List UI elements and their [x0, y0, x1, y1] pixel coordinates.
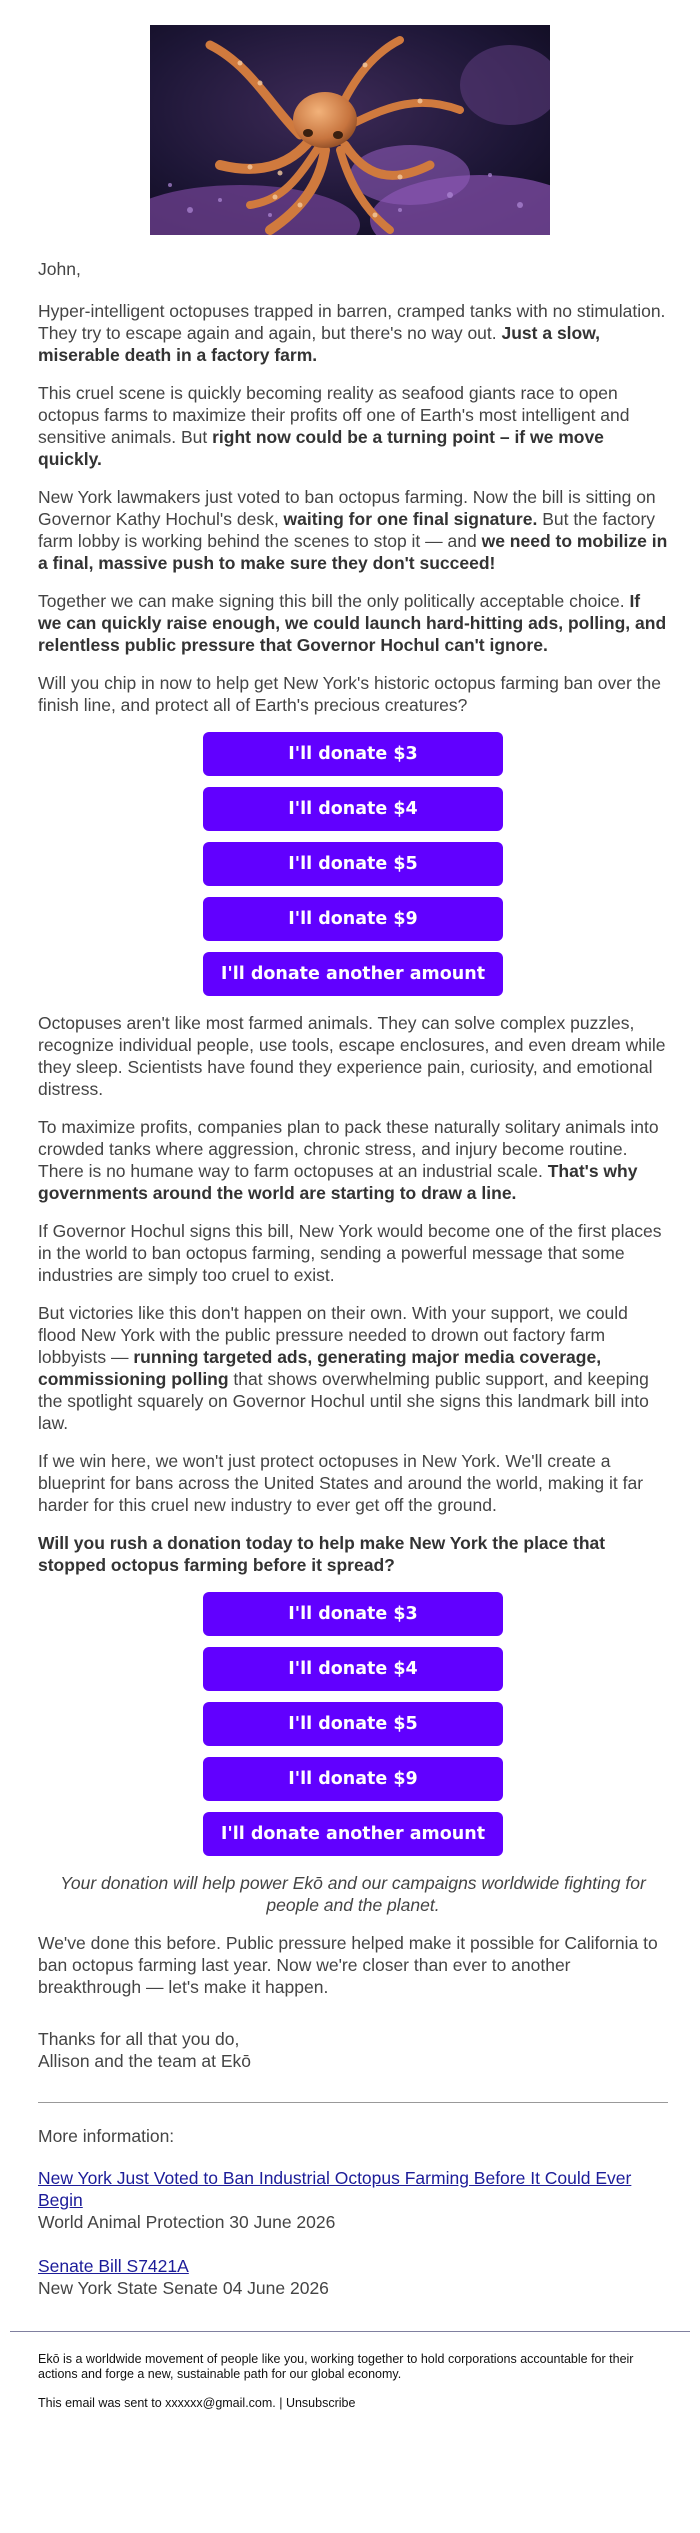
more-info-heading: More information: [38, 2126, 175, 2146]
reference-1 [38, 2167, 668, 2233]
email-body [0, 25, 700, 2411]
donate-3-button[interactable]: I'll donate $3 [203, 732, 503, 776]
octopus-photo-icon [150, 25, 550, 235]
donation-note: Your donation will help power Ekō and our campaigns worldwide fighting for people and the planet. [60, 1873, 646, 1915]
reference-2 [38, 2255, 668, 2299]
hero-image [150, 25, 550, 235]
donate-9-button[interactable]: I'll donate $9 [203, 1757, 503, 1801]
paragraph-7: To maximize profits, companies plan to pack these naturally solitary animals into crowded tanks where aggression, chronic stress, and injury become routine. There is no humane way to farm octopuses at an industrial scale. That's why governments around the world are starting to draw a line. [38, 1117, 659, 1203]
paragraph-11: Will you rush a donation today to help make New York the place that stopped octopus farming before it spread? [38, 1533, 606, 1575]
paragraph-6: Octopuses aren't like most farmed animals. They can solve complex puzzles, recognize individual people, use tools, escape enclosures, and even dream while they sleep. Scientists have found they experience pain, curiosity, and emotional distress. [38, 1013, 666, 1099]
donate-5-button[interactable]: I'll donate $5 [203, 842, 503, 886]
footer-sent-to: This email was sent to xxxxxx@gmail.com. | Unsubscribe [38, 2396, 356, 2410]
salutation: John, [38, 259, 81, 279]
donate-5-button[interactable]: I'll donate $5 [203, 1702, 503, 1746]
paragraph-2: This cruel scene is quickly becoming reality as seafood giants race to open octopus farms to maximize their profits off one of Earth's most intelligent and sensitive animals. But right now could be a turning point – if we move quickly. [38, 383, 630, 469]
footer-about: Ekō is a worldwide movement of people like you, working together to hold corporations accountable for their actions and forge a new, sustainable path for our global economy. [38, 2352, 634, 2381]
paragraph-1: Hyper-intelligent octopuses trapped in barren, cramped tanks with no stimulation. They try to escape again and again, but there's no way out. Just a slow, miserable death in a factory farm. [38, 301, 666, 365]
donate-4-button[interactable]: I'll donate $4 [203, 787, 503, 831]
message-content [0, 258, 700, 2299]
reference-source: World Animal Protection 30 June 2026 [38, 2212, 336, 2232]
sign-off [38, 2028, 668, 2072]
divider [38, 2102, 668, 2103]
paragraph-12: We've done this before. Public pressure helped make it possible for California to ban octopus farming last year. Now we're closer than ever to another breakthrough — let's make it happen. [38, 1933, 658, 1997]
donate-4-button[interactable]: I'll donate $4 [203, 1647, 503, 1691]
paragraph-9: But victories like this don't happen on their own. With your support, we could flood New York with the public pressure needed to drown out factory farm lobbyists — running targeted ads, generating major media coverage, commissioning polling that shows overwhelming public support, and keeping the spotlight squarely on Governor Hochul until she signs this landmark bill into law. [38, 1303, 649, 1433]
footer-divider [10, 2331, 690, 2332]
donate-9-button[interactable]: I'll donate $9 [203, 897, 503, 941]
thanks-line: Thanks for all that you do, [38, 2029, 240, 2049]
donate-3-button[interactable]: I'll donate $3 [203, 1592, 503, 1636]
donate-buttons-bottom [38, 1592, 668, 1856]
paragraph-4: Together we can make signing this bill the only politically acceptable choice. If we can quickly raise enough, we could launch hard-hitting ads, polling, and relentless public pressure that Governor Hochul can't ignore. [38, 591, 667, 655]
paragraph-3: New York lawmakers just voted to ban octopus farming. Now the bill is sitting on Governor Kathy Hochul's desk, waiting for one final signature. But the factory farm lobby is working behind the scenes to stop it — and we need to mobilize in a final, massive push to make sure they don't succeed! [38, 487, 668, 573]
footer [0, 2352, 700, 2411]
paragraph-10: If we win here, we won't just protect octopuses in New York. We'll create a blueprint for bans across the United States and around the world, making it far harder for this cruel new industry to ever get off the ground. [38, 1451, 644, 1515]
reference-source: New York State Senate 04 June 2026 [38, 2278, 329, 2298]
donate-other-amount-button[interactable]: I'll donate another amount [203, 1812, 503, 1856]
signature: Allison and the team at Ekō [38, 2051, 252, 2071]
reference-link[interactable]: New York Just Voted to Ban Industrial Octopus Farming Before It Could Ever Begin [38, 2168, 632, 2210]
paragraph-5: Will you chip in now to help get New York's historic octopus farming ban over the finish line, and protect all of Earth's precious creatures? [38, 673, 661, 715]
reference-link[interactable]: Senate Bill S7421A [38, 2256, 189, 2276]
donate-other-amount-button[interactable]: I'll donate another amount [203, 952, 503, 996]
donate-buttons-top [38, 732, 668, 996]
paragraph-8: If Governor Hochul signs this bill, New York would become one of the first places in the world to ban octopus farming, sending a powerful message that some industries are simply too cruel to exist. [38, 1221, 662, 1285]
unsubscribe-link[interactable]: Unsubscribe [285, 2396, 356, 2410]
